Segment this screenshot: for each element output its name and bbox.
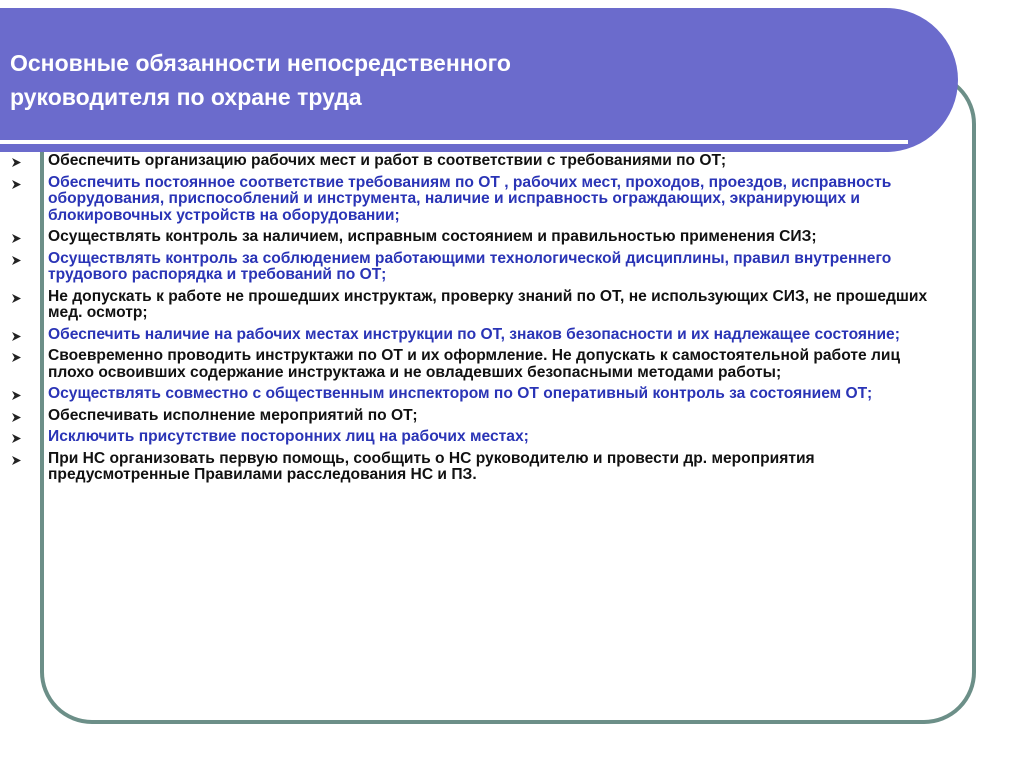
arrow-bullet-icon xyxy=(12,451,26,467)
arrow-bullet-icon xyxy=(12,348,26,364)
arrow-bullet-icon xyxy=(12,327,26,343)
list-item xyxy=(12,386,932,403)
list-item-text: Исключить присутствие посторонних лиц на рабочих местах; xyxy=(48,428,529,445)
list-item-text: Обеспечить организацию рабочих мест и работ в соответствии с требованиями по ОТ; xyxy=(48,152,727,169)
list-item xyxy=(12,327,932,344)
list-item xyxy=(12,429,932,446)
slide-title: Основные обязанности непосредственного руководителя по охране труда xyxy=(10,50,511,110)
arrow-bullet-icon xyxy=(12,175,26,191)
list-item-text: Осуществлять контроль за наличием, исправным состоянием и правильностью применения СИЗ; xyxy=(48,228,817,245)
arrow-bullet-icon xyxy=(12,289,26,305)
arrow-bullet-icon xyxy=(12,429,26,445)
title-banner xyxy=(0,8,958,152)
title-underline xyxy=(0,140,908,144)
list-item xyxy=(12,251,932,284)
arrow-bullet-icon xyxy=(12,229,26,245)
list-item xyxy=(12,348,932,381)
duties-list xyxy=(12,153,932,489)
list-item-text: Обеспечивать исполнение мероприятий по ОТ; xyxy=(48,406,418,424)
list-item-text: Обеспечить постоянное соответствие требованиям по ОТ , рабочих мест, проходов, проездов, исправность оборудования, приспособлений и инструмента, наличие и исправность ограждающих, экранирующих и блокировочных устройств на оборудовании; xyxy=(48,173,892,224)
list-item xyxy=(12,175,932,225)
list-item-text: Осуществлять совместно с общественным инспектором по ОТ оперативный контроль за состоянием ОТ; xyxy=(48,385,873,402)
list-item xyxy=(12,289,932,322)
list-item-text: Своевременно проводить инструктажи по ОТ и их оформление. Не допускать к самостоятельной работе лиц плохо освоивших содержание инструктажа и не овладевших безопасными методами работы; xyxy=(48,347,901,381)
list-item-text: Осуществлять контроль за соблюдением работающими технологической дисциплины, правил внутреннего трудового распорядка и требований по ОТ; xyxy=(48,249,892,283)
list-item-text: Обеспечить наличие на рабочих местах инструкции по ОТ, знаков безопасности и их надлежащее состояние; xyxy=(48,325,900,343)
list-item-text: Не допускать к работе не прошедших инструктаж, проверку знаний по ОТ, не использующих СИЗ, не прошедших мед. осмотр; xyxy=(48,287,928,321)
list-item-text: При НС организовать первую помощь, сообщить о НС руководителю и провести др. мероприятия предусмотренные Правилами расследования НС и ПЗ. xyxy=(48,449,815,483)
list-item xyxy=(12,408,932,425)
list-item xyxy=(12,451,932,484)
arrow-bullet-icon xyxy=(12,153,26,169)
list-item xyxy=(12,229,932,246)
list-item xyxy=(12,153,932,170)
arrow-bullet-icon xyxy=(12,251,26,267)
arrow-bullet-icon xyxy=(12,386,26,402)
arrow-bullet-icon xyxy=(12,408,26,424)
